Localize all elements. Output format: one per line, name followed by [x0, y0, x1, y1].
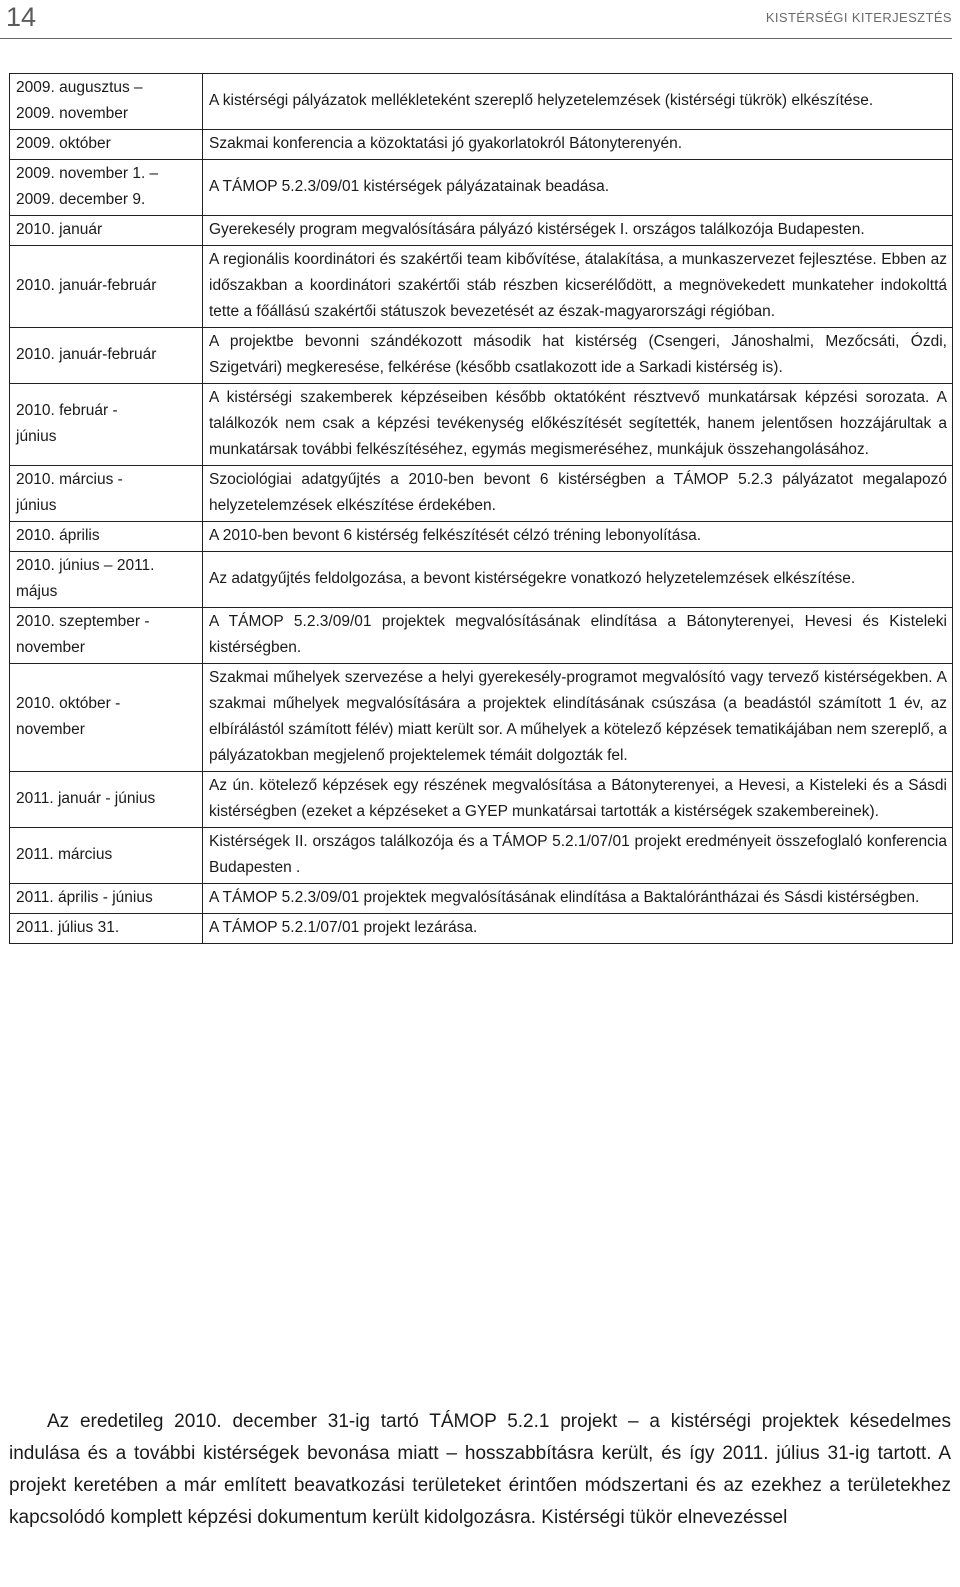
row-description: A 2010-ben bevont 6 kistérség felkészítését célzó tréning lebonyolítása. [203, 522, 953, 552]
row-date: 2011. április - június [10, 884, 203, 914]
row-description: A TÁMOP 5.2.1/07/01 projekt lezárása. [203, 914, 953, 944]
row-description: Gyerekesély program megvalósítására pályázó kistérségek I. országos találkozója Budapesten. [203, 216, 953, 246]
timeline-body [10, 74, 953, 944]
row-date: 2010. október - november [10, 664, 203, 772]
table-row [10, 664, 953, 772]
running-title: KISTÉRSÉGI KITERJESZTÉS [765, 10, 952, 25]
table-row [10, 384, 953, 466]
row-date: 2011. július 31. [10, 914, 203, 944]
table-row [10, 130, 953, 160]
row-date: 2009. október [10, 130, 203, 160]
table-row [10, 246, 953, 328]
table-row [10, 772, 953, 828]
row-date: 2011. március [10, 828, 203, 884]
page-header [0, 0, 960, 42]
table-row [10, 914, 953, 944]
row-date: 2010. szeptember - november [10, 608, 203, 664]
table-row [10, 328, 953, 384]
table-row [10, 608, 953, 664]
row-date: 2009. november 1. – 2009. december 9. [10, 160, 203, 216]
row-description: A regionális koordinátori és szakértői team kibővítése, átalakítása, a munkaszervezet fejlesztése. Ebben az időszakban a koordinátori szakértői stáb részben kicserélődött, a megnövekedett munkateher indokolttá tette a főállású szakértői státuszok bevezetését az észak-magyarországi régióban. [203, 246, 953, 328]
timeline-table [9, 73, 953, 944]
page-number: 14 [6, 2, 37, 32]
row-date: 2010. január [10, 216, 203, 246]
body-paragraph: Az eredetileg 2010. december 31-ig tartó TÁMOP 5.2.1 projekt – a kistérségi projektek késedelmes indulása és a további kistérségek bevonása miatt – hosszabbításra került, és így 2011. július 31-ig tartott. A projekt keretében a már említett beavatkozási területeket érintően módszertani és az ezekhez a területekhez kapcsolódó komplett képzési dokumentum került kidolgozásra. Kistérségi tükör elnevezéssel [9, 1411, 951, 1528]
row-description: Kistérségek II. országos találkozója és a TÁMOP 5.2.1/07/01 projekt eredményeit összefoglaló konferencia Budapesten . [203, 828, 953, 884]
row-date: 2009. augusztus – 2009. november [10, 74, 203, 130]
row-description: A kistérségi pályázatok mellékleteként szereplő helyzetelemzések (kistérségi tükrök) elkészítése. [203, 74, 953, 130]
row-description: Szociológiai adatgyűjtés a 2010-ben bevont 6 kistérségben a TÁMOP 5.2.3 pályázatot megalapozó helyzetelemzések elkészítése érdekében. [203, 466, 953, 522]
row-description: Szakmai műhelyek szervezése a helyi gyerekesély-programot megvalósító vagy tervező kistérségekben. A szakmai műhelyek megvalósítására a projektek elindításának csúszása (a beadástól számított 1 év, az elbírálástól számított félév) miatt került sor. A műhelyek a kötelező képzések tematikájában nem szereplő, a pályázatokban megjelenő projektelemek témáit dolgozták fel. [203, 664, 953, 772]
row-description: A TÁMOP 5.2.3/09/01 projektek megvalósításának elindítása a Baktalórántházai és Sásdi kistérségben. [203, 884, 953, 914]
row-date: 2010. április [10, 522, 203, 552]
row-date: 2010. január-február [10, 328, 203, 384]
table-row [10, 160, 953, 216]
row-description: A TÁMOP 5.2.3/09/01 kistérségek pályázatainak beadása. [203, 160, 953, 216]
header-rule [0, 38, 952, 39]
row-description: A projektbe bevonni szándékozott második hat kistérség (Csengeri, Jánoshalmi, Mezőcsáti, Ózdi, Szigetvári) megkeresése, felkérése (később csatlakozott ide a Sarkadi kistérség is). [203, 328, 953, 384]
row-date: 2011. január - június [10, 772, 203, 828]
row-description: A kistérségi szakemberek képzéseiben később oktatóként résztvevő munkatársak képzési sorozata. A találkozók nem csak a képzési tevékenység előkészítését segítették, hanem jelentősen hozzájárultak a munkatársak további felkészítéséhez, egymás megismeréséhez, munkájuk összehangolásához. [203, 384, 953, 466]
table-row [10, 828, 953, 884]
table-row [10, 216, 953, 246]
table-row [10, 884, 953, 914]
table-row [10, 466, 953, 522]
row-date: 2010. február - június [10, 384, 203, 466]
table-row [10, 74, 953, 130]
row-date: 2010. január-február [10, 246, 203, 328]
row-description: Az ún. kötelező képzések egy részének megvalósítása a Bátonyterenyei, a Hevesi, a Kisteleki és a Sásdi kistérségben (ezeket a képzéseket a GYEP munkatársai tartották a kistérségek szakembereinek). [203, 772, 953, 828]
row-description: Az adatgyűjtés feldolgozása, a bevont kistérségekre vonatkozó helyzetelemzések elkészítése. [203, 552, 953, 608]
row-description: Szakmai konferencia a közoktatási jó gyakorlatokról Bátonyterenyén. [203, 130, 953, 160]
row-date: 2010. március - június [10, 466, 203, 522]
row-description: A TÁMOP 5.2.3/09/01 projektek megvalósításának elindítása a Bátonyterenyei, Hevesi és Kisteleki kistérségben. [203, 608, 953, 664]
table-row [10, 552, 953, 608]
row-date: 2010. június – 2011. május [10, 552, 203, 608]
table-row [10, 522, 953, 552]
